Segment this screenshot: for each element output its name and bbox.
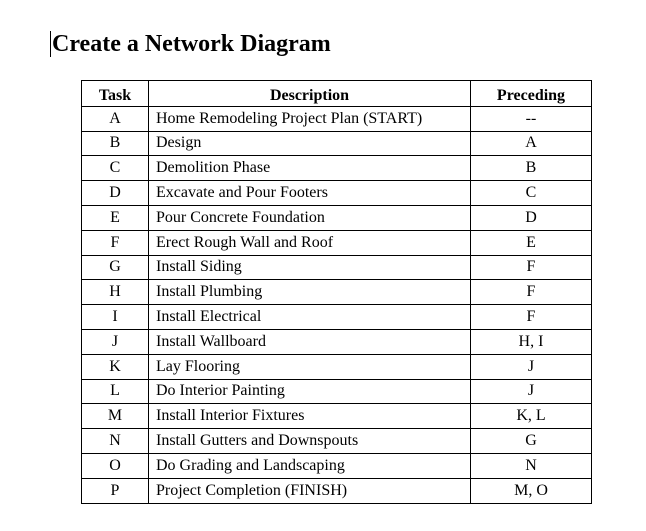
task-cell: B <box>82 131 149 156</box>
table-header-row <box>82 81 592 107</box>
description-cell: Project Completion (FINISH) <box>149 478 471 503</box>
description-cell: Install Siding <box>149 255 471 280</box>
table-row <box>82 255 592 280</box>
table-row <box>82 429 592 454</box>
column-header-description: Description <box>149 81 471 107</box>
task-cell: G <box>82 255 149 280</box>
preceding-cell: J <box>471 379 592 404</box>
description-cell: Install Electrical <box>149 305 471 330</box>
preceding-cell: K, L <box>471 404 592 429</box>
task-cell: A <box>82 106 149 131</box>
description-cell: Install Interior Fixtures <box>149 404 471 429</box>
task-cell: J <box>82 329 149 354</box>
table-row <box>82 305 592 330</box>
description-cell: Install Wallboard <box>149 329 471 354</box>
preceding-cell: H, I <box>471 329 592 354</box>
description-cell: Do Interior Painting <box>149 379 471 404</box>
preceding-cell: -- <box>471 106 592 131</box>
task-table <box>81 80 592 504</box>
preceding-cell: F <box>471 255 592 280</box>
task-cell: P <box>82 478 149 503</box>
text-cursor <box>50 31 51 57</box>
task-cell: N <box>82 429 149 454</box>
task-cell: C <box>82 156 149 181</box>
table-row <box>82 230 592 255</box>
task-cell: F <box>82 230 149 255</box>
task-cell: O <box>82 453 149 478</box>
description-cell: Pour Concrete Foundation <box>149 205 471 230</box>
table-row <box>82 131 592 156</box>
task-cell: I <box>82 305 149 330</box>
description-cell: Lay Flooring <box>149 354 471 379</box>
column-header-preceding: Preceding <box>471 81 592 107</box>
table-row <box>82 280 592 305</box>
task-cell: K <box>82 354 149 379</box>
table-row <box>82 205 592 230</box>
table-row <box>82 329 592 354</box>
description-cell: Erect Rough Wall and Roof <box>149 230 471 255</box>
preceding-cell: J <box>471 354 592 379</box>
description-cell: Install Plumbing <box>149 280 471 305</box>
table-row <box>82 404 592 429</box>
preceding-cell: D <box>471 205 592 230</box>
description-cell: Demolition Phase <box>149 156 471 181</box>
task-cell: D <box>82 181 149 206</box>
preceding-cell: F <box>471 305 592 330</box>
task-cell: M <box>82 404 149 429</box>
task-cell: L <box>82 379 149 404</box>
table-row <box>82 478 592 503</box>
preceding-cell: E <box>471 230 592 255</box>
table-row <box>82 453 592 478</box>
preceding-cell: C <box>471 181 592 206</box>
document-title: Create a Network Diagram <box>52 31 331 57</box>
preceding-cell: M, O <box>471 478 592 503</box>
preceding-cell: G <box>471 429 592 454</box>
preceding-cell: A <box>471 131 592 156</box>
task-cell: H <box>82 280 149 305</box>
table-row <box>82 354 592 379</box>
table-row <box>82 379 592 404</box>
preceding-cell: F <box>471 280 592 305</box>
column-header-task: Task <box>82 81 149 107</box>
table-body <box>82 106 592 503</box>
description-cell: Do Grading and Landscaping <box>149 453 471 478</box>
description-cell: Design <box>149 131 471 156</box>
description-cell: Excavate and Pour Footers <box>149 181 471 206</box>
task-cell: E <box>82 205 149 230</box>
description-cell: Install Gutters and Downspouts <box>149 429 471 454</box>
table-row <box>82 156 592 181</box>
table-row <box>82 106 592 131</box>
preceding-cell: N <box>471 453 592 478</box>
preceding-cell: B <box>471 156 592 181</box>
description-cell: Home Remodeling Project Plan (START) <box>149 106 471 131</box>
table-row <box>82 181 592 206</box>
